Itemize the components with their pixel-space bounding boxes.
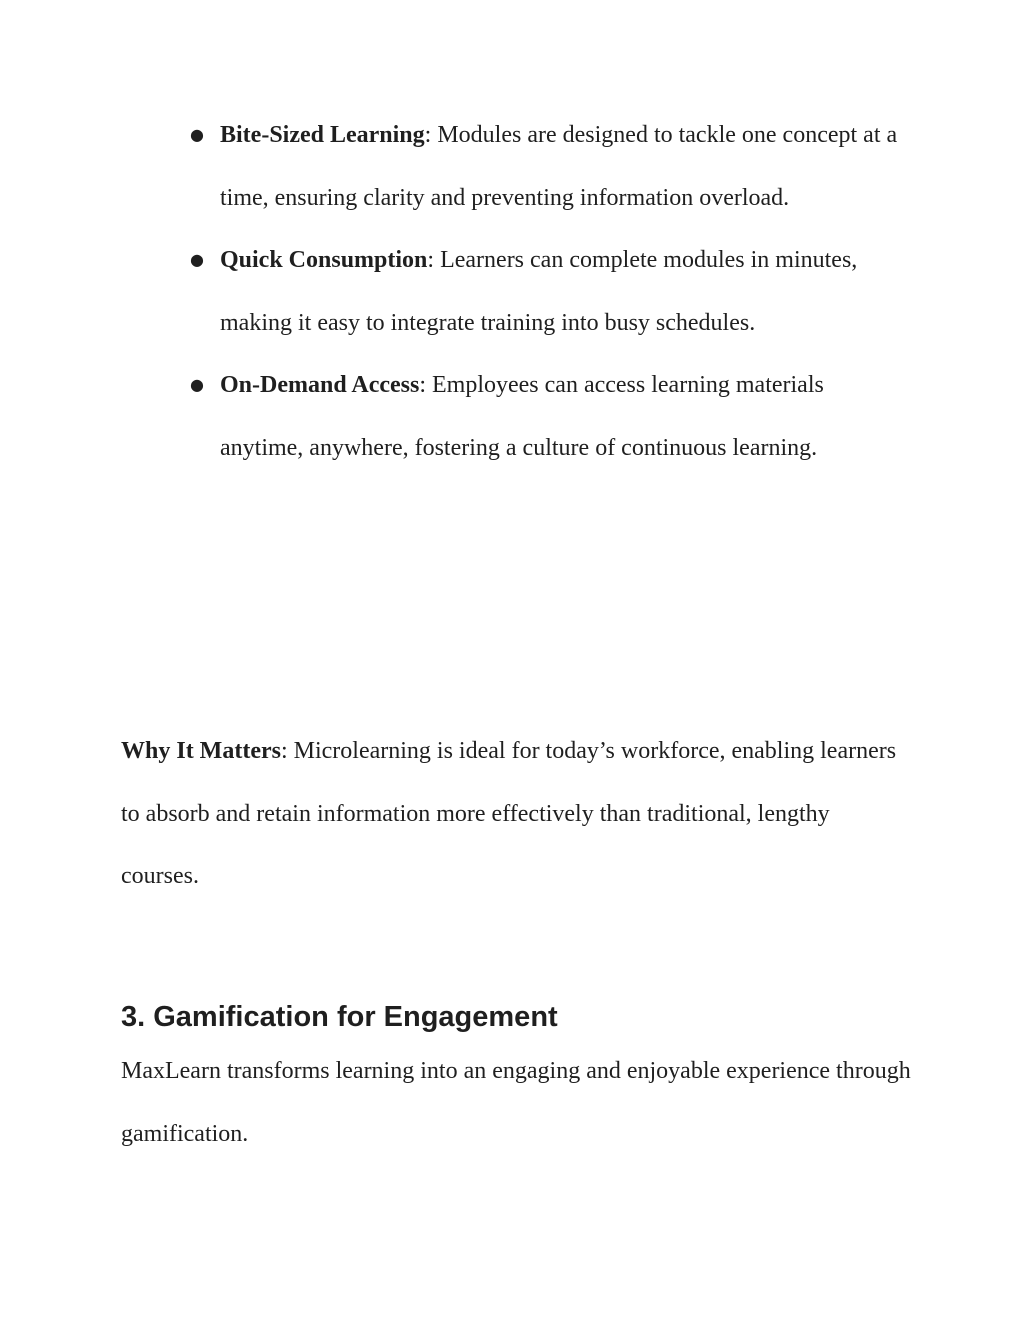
bullet-icon: ● bbox=[190, 375, 204, 394]
why-it-matters-paragraph bbox=[121, 720, 911, 908]
why-it-matters-separator: : bbox=[280, 738, 288, 764]
feature-bullet-list bbox=[190, 104, 910, 479]
why-it-matters-text: Microlearning is ideal for today’s workforce, enabling learners to absorb and retain information more effectively than traditional, lengthy courses. bbox=[121, 738, 897, 889]
bullet-item-bite-sized-learning bbox=[190, 104, 910, 229]
bullet-text: Modules are designed to tackle one concept at a time, ensuring clarity and preventing information overload. bbox=[220, 122, 898, 211]
section-heading: 3. Gamification for Engagement bbox=[121, 1001, 558, 1033]
bullet-separator: : bbox=[424, 122, 432, 148]
bullet-term: On-Demand Access bbox=[220, 372, 420, 398]
bullet-text: Learners can complete modules in minutes, making it easy to integrate training into busy schedules. bbox=[220, 247, 858, 336]
bullet-item-on-demand-access bbox=[190, 354, 910, 479]
bullet-term: Bite-Sized Learning bbox=[220, 122, 425, 148]
bullet-icon: ● bbox=[190, 125, 204, 144]
why-it-matters-term: Why It Matters bbox=[121, 738, 281, 764]
bullet-icon: ● bbox=[190, 250, 204, 269]
bullet-item-quick-consumption bbox=[190, 229, 910, 354]
bullet-term: Quick Consumption bbox=[220, 247, 428, 273]
bullet-text: Employees can access learning materials anytime, anywhere, fostering a culture of continuous learning. bbox=[220, 372, 824, 461]
section-intro-paragraph: MaxLearn transforms learning into an engaging and enjoyable experience through gamification. bbox=[121, 1058, 911, 1147]
bullet-separator: : bbox=[427, 247, 435, 273]
bullet-separator: : bbox=[419, 372, 426, 398]
